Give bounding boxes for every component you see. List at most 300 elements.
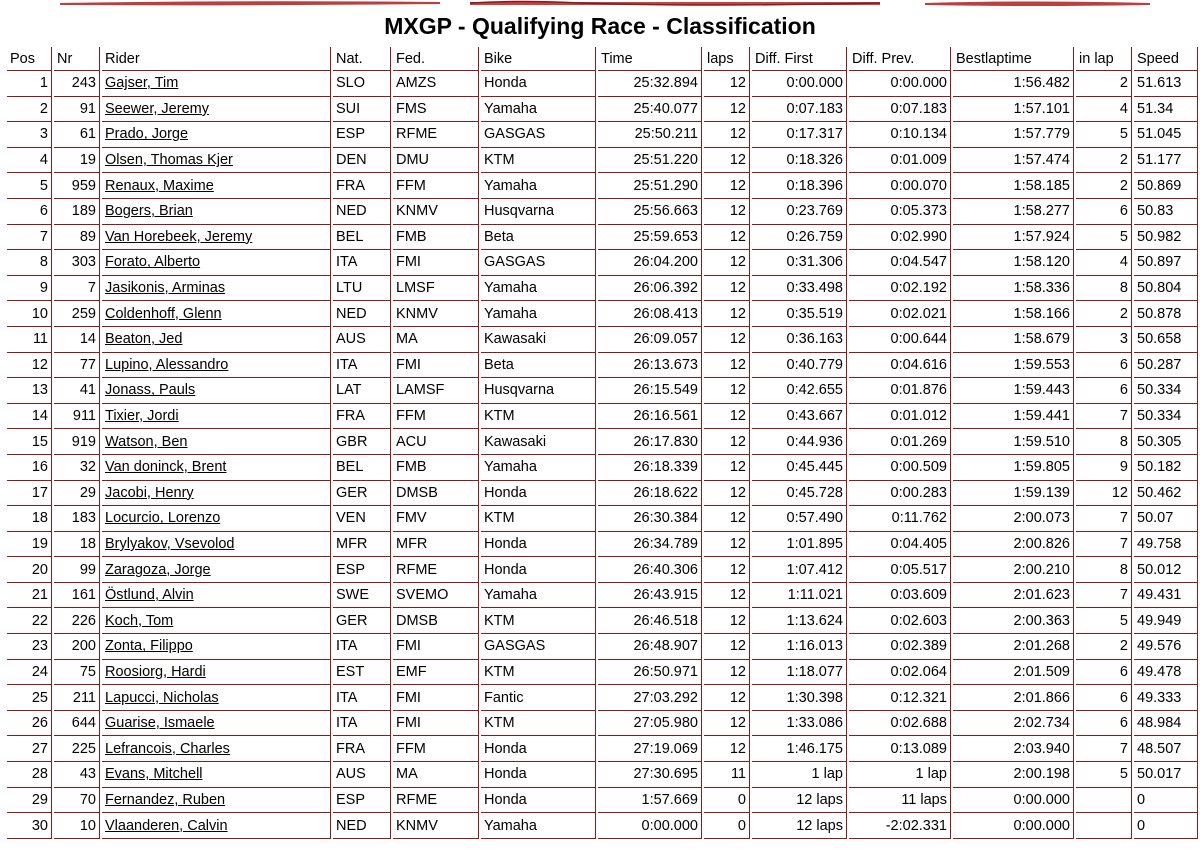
speed-cell: 49.949 — [1134, 608, 1198, 634]
speed-cell: 49.576 — [1134, 634, 1198, 660]
bike-cell: GASGAS — [481, 122, 596, 148]
bike-cell: Honda — [481, 788, 596, 814]
table-row — [7, 736, 1198, 762]
speed-cell: 50.334 — [1134, 404, 1198, 430]
pos-cell: 3 — [7, 122, 52, 148]
laps-cell: 12 — [704, 608, 750, 634]
in-lap-cell: 8 — [1076, 557, 1132, 583]
fed-cell: DMU — [393, 148, 479, 174]
in-lap-cell: 2 — [1076, 148, 1132, 174]
in-lap-cell: 6 — [1076, 685, 1132, 711]
pos-cell: 5 — [7, 173, 52, 199]
laps-cell: 12 — [704, 327, 750, 353]
rider-cell — [102, 301, 331, 327]
nat-cell: ITA — [333, 634, 391, 660]
bike-cell: Kawasaki — [481, 327, 596, 353]
bike-cell: KTM — [481, 711, 596, 737]
in-lap-cell: 7 — [1076, 404, 1132, 430]
bestlaptime-cell: 2:01.623 — [953, 583, 1074, 609]
speed-cell: 48.507 — [1134, 736, 1198, 762]
pos-cell: 28 — [7, 762, 52, 788]
nat-cell: MFR — [333, 532, 391, 558]
speed-cell: 50.462 — [1134, 481, 1198, 507]
diff-prev-cell: 0:04.405 — [849, 532, 951, 558]
rider-link[interactable]: Coldenhoff, Glenn — [105, 305, 222, 322]
diff-prev-cell: 0:11.762 — [849, 506, 951, 532]
speed-cell: 49.431 — [1134, 583, 1198, 609]
rider-cell — [102, 711, 331, 737]
fed-cell: KNMV — [393, 813, 479, 839]
laps-cell: 12 — [704, 301, 750, 327]
rider-link[interactable]: Van Horebeek, Jeremy — [105, 228, 253, 245]
rider-cell — [102, 685, 331, 711]
nat-cell: ITA — [333, 353, 391, 379]
col-speed-header: Speed — [1134, 47, 1198, 71]
table-row — [7, 327, 1198, 353]
bike-cell: Beta — [481, 225, 596, 251]
laps-cell: 12 — [704, 173, 750, 199]
diff-first-cell: 1:33.086 — [752, 711, 847, 737]
speed-cell: 0 — [1134, 788, 1198, 814]
diff-prev-cell: 0:07.183 — [849, 97, 951, 123]
time-cell: 26:15.549 — [598, 378, 702, 404]
speed-cell: 51.045 — [1134, 122, 1198, 148]
time-cell: 26:18.622 — [598, 481, 702, 507]
nr-cell: 75 — [54, 660, 100, 686]
pos-cell: 21 — [7, 583, 52, 609]
rider-link[interactable]: Vlaanderen, Calvin — [105, 817, 228, 834]
diff-prev-cell: 0:00.644 — [849, 327, 951, 353]
laps-cell: 12 — [704, 532, 750, 558]
time-cell: 26:34.789 — [598, 532, 702, 558]
nr-cell: 70 — [54, 788, 100, 814]
pos-cell: 29 — [7, 788, 52, 814]
rider-link[interactable]: Östlund, Alvin — [105, 587, 194, 604]
table-row — [7, 148, 1198, 174]
pos-cell: 10 — [7, 301, 52, 327]
in-lap-cell: 2 — [1076, 173, 1132, 199]
rider-cell — [102, 71, 331, 97]
time-cell: 26:46.518 — [598, 608, 702, 634]
bestlaptime-cell: 1:58.679 — [953, 327, 1074, 353]
bestlaptime-cell: 1:56.482 — [953, 71, 1074, 97]
fed-cell: FMI — [393, 634, 479, 660]
rider-cell — [102, 481, 331, 507]
bestlaptime-cell: 2:00.826 — [953, 532, 1074, 558]
speed-cell: 50.07 — [1134, 506, 1198, 532]
speed-cell: 49.333 — [1134, 685, 1198, 711]
in-lap-cell — [1076, 788, 1132, 814]
bestlaptime-cell: 2:03.940 — [953, 736, 1074, 762]
rider-cell — [102, 225, 331, 251]
col-nr-header: Nr — [54, 47, 100, 71]
diff-prev-cell: 0:02.688 — [849, 711, 951, 737]
time-cell: 26:04.200 — [598, 250, 702, 276]
nat-cell: NED — [333, 301, 391, 327]
bike-cell: Yamaha — [481, 173, 596, 199]
pos-cell: 14 — [7, 404, 52, 430]
laps-cell: 12 — [704, 199, 750, 225]
in-lap-cell: 7 — [1076, 583, 1132, 609]
classification-table — [5, 47, 1200, 839]
laps-cell: 12 — [704, 404, 750, 430]
time-cell: 25:50.211 — [598, 122, 702, 148]
speed-cell: 51.177 — [1134, 148, 1198, 174]
bike-cell: Beta — [481, 353, 596, 379]
diff-first-cell: 0:40.779 — [752, 353, 847, 379]
speed-cell: 50.878 — [1134, 301, 1198, 327]
fed-cell: EMF — [393, 660, 479, 686]
diff-first-cell: 0:31.306 — [752, 250, 847, 276]
rider-cell — [102, 429, 331, 455]
pos-cell: 1 — [7, 71, 52, 97]
bestlaptime-cell: 2:01.866 — [953, 685, 1074, 711]
table-row — [7, 173, 1198, 199]
table-row — [7, 404, 1198, 430]
fed-cell: FMI — [393, 250, 479, 276]
diff-prev-cell: 0:04.547 — [849, 250, 951, 276]
laps-cell: 12 — [704, 148, 750, 174]
bike-cell: Yamaha — [481, 813, 596, 839]
rider-link[interactable]: Renaux, Maxime — [105, 177, 214, 194]
speed-cell: 50.334 — [1134, 378, 1198, 404]
fed-cell: FFM — [393, 404, 479, 430]
pos-cell: 23 — [7, 634, 52, 660]
nat-cell: BEL — [333, 455, 391, 481]
rider-link[interactable]: Jasikonis, Arminas — [105, 280, 226, 297]
table-row — [7, 481, 1198, 507]
fed-cell: LAMSF — [393, 378, 479, 404]
table-row — [7, 532, 1198, 558]
nr-cell: 911 — [54, 404, 100, 430]
in-lap-cell: 12 — [1076, 481, 1132, 507]
bike-cell: KTM — [481, 148, 596, 174]
rider-cell — [102, 506, 331, 532]
nr-cell: 161 — [54, 583, 100, 609]
in-lap-cell: 5 — [1076, 762, 1132, 788]
rider-link[interactable]: Beaton, Jed — [105, 331, 183, 348]
nr-cell: 919 — [54, 429, 100, 455]
bestlaptime-cell: 1:59.139 — [953, 481, 1074, 507]
pos-cell: 6 — [7, 199, 52, 225]
table-header-row — [7, 47, 1198, 71]
laps-cell: 12 — [704, 353, 750, 379]
rider-link[interactable]: Gajser, Tim — [105, 75, 179, 92]
laps-cell: 0 — [704, 788, 750, 814]
col-bike-header: Bike — [481, 47, 596, 71]
nat-cell: ITA — [333, 685, 391, 711]
page-title: MXGP - Qualifying Race - Classification — [384, 13, 816, 39]
nat-cell: BEL — [333, 225, 391, 251]
rider-cell — [102, 276, 331, 302]
col-nat-header: Nat. — [333, 47, 391, 71]
rider-cell — [102, 199, 331, 225]
rider-link[interactable]: Van doninck, Brent — [105, 459, 227, 476]
diff-first-cell: 1:16.013 — [752, 634, 847, 660]
diff-first-cell: 0:26.759 — [752, 225, 847, 251]
table-row — [7, 225, 1198, 251]
laps-cell: 12 — [704, 660, 750, 686]
laps-cell: 12 — [704, 455, 750, 481]
in-lap-cell: 8 — [1076, 429, 1132, 455]
laps-cell: 12 — [704, 97, 750, 123]
fed-cell: DMSB — [393, 608, 479, 634]
table-row — [7, 250, 1198, 276]
nr-cell: 211 — [54, 685, 100, 711]
diff-first-cell: 0:35.519 — [752, 301, 847, 327]
rider-link[interactable]: Zonta, Filippo — [105, 638, 193, 655]
diff-first-cell: 0:43.667 — [752, 404, 847, 430]
table-row — [7, 455, 1198, 481]
rider-link[interactable]: Forato, Alberto — [105, 254, 201, 271]
fed-cell: FMB — [393, 225, 479, 251]
time-cell: 25:32.894 — [598, 71, 702, 97]
nr-cell: 10 — [54, 813, 100, 839]
diff-first-cell: 1:01.895 — [752, 532, 847, 558]
rider-cell — [102, 327, 331, 353]
nr-cell: 644 — [54, 711, 100, 737]
diff-first-cell: 12 laps — [752, 813, 847, 839]
in-lap-cell: 7 — [1076, 532, 1132, 558]
time-cell: 26:18.339 — [598, 455, 702, 481]
rider-cell — [102, 173, 331, 199]
bestlaptime-cell: 0:00.000 — [953, 788, 1074, 814]
diff-first-cell: 0:18.326 — [752, 148, 847, 174]
col-pos-header: Pos — [7, 47, 52, 71]
fed-cell: ACU — [393, 429, 479, 455]
rider-link[interactable]: Brylyakov, Vsevolod — [105, 535, 235, 552]
in-lap-cell: 2 — [1076, 634, 1132, 660]
bike-cell: Honda — [481, 762, 596, 788]
diff-first-cell: 1:11.021 — [752, 583, 847, 609]
table-body — [7, 71, 1198, 839]
time-cell: 27:19.069 — [598, 736, 702, 762]
speed-cell: 49.758 — [1134, 532, 1198, 558]
bike-cell: Yamaha — [481, 97, 596, 123]
laps-cell: 12 — [704, 736, 750, 762]
col-fed-header: Fed. — [393, 47, 479, 71]
bike-cell: Kawasaki — [481, 429, 596, 455]
table-row — [7, 711, 1198, 737]
bestlaptime-cell: 1:57.779 — [953, 122, 1074, 148]
bestlaptime-cell: 2:01.268 — [953, 634, 1074, 660]
time-cell: 26:16.561 — [598, 404, 702, 430]
diff-first-cell: 0:57.490 — [752, 506, 847, 532]
rider-link[interactable]: Olsen, Thomas Kjer — [105, 152, 233, 169]
col-bestlaptime-header: Bestlaptime — [953, 47, 1074, 71]
in-lap-cell: 4 — [1076, 97, 1132, 123]
bike-cell: Honda — [481, 71, 596, 97]
rider-link[interactable]: Jacobi, Henry — [105, 484, 194, 501]
time-cell: 26:30.384 — [598, 506, 702, 532]
diff-prev-cell: 0:12.321 — [849, 685, 951, 711]
nr-cell: 29 — [54, 481, 100, 507]
diff-prev-cell: 0:05.517 — [849, 557, 951, 583]
time-cell: 26:13.673 — [598, 353, 702, 379]
table-row — [7, 608, 1198, 634]
fed-cell: FMI — [393, 685, 479, 711]
rider-cell — [102, 762, 331, 788]
diff-prev-cell: 0:00.070 — [849, 173, 951, 199]
bestlaptime-cell: 1:57.474 — [953, 148, 1074, 174]
pos-cell: 9 — [7, 276, 52, 302]
bestlaptime-cell: 2:00.198 — [953, 762, 1074, 788]
nr-cell: 18 — [54, 532, 100, 558]
rider-link[interactable]: Locurcio, Lorenzo — [105, 510, 221, 527]
in-lap-cell: 7 — [1076, 506, 1132, 532]
nr-cell: 14 — [54, 327, 100, 353]
nat-cell: NED — [333, 199, 391, 225]
fed-cell: LMSF — [393, 276, 479, 302]
speed-cell: 0 — [1134, 813, 1198, 839]
diff-first-cell: 0:17.317 — [752, 122, 847, 148]
rider-link[interactable]: Fernandez, Ruben — [105, 791, 226, 808]
rider-link[interactable]: Zaragoza, Jorge — [105, 561, 211, 578]
laps-cell: 12 — [704, 583, 750, 609]
rider-link[interactable]: Lapucci, Nicholas — [105, 689, 219, 706]
fed-cell: MA — [393, 327, 479, 353]
bike-cell: Yamaha — [481, 276, 596, 302]
nat-cell: GER — [333, 481, 391, 507]
table-row — [7, 429, 1198, 455]
pos-cell: 25 — [7, 685, 52, 711]
diff-prev-cell: 0:00.283 — [849, 481, 951, 507]
nr-cell: 43 — [54, 762, 100, 788]
bike-cell: Fantic — [481, 685, 596, 711]
col-laps-header: laps — [704, 47, 750, 71]
rider-link[interactable]: Bogers, Brian — [105, 203, 193, 220]
speed-cell: 51.34 — [1134, 97, 1198, 123]
nat-cell: AUS — [333, 762, 391, 788]
pos-cell: 20 — [7, 557, 52, 583]
rider-cell — [102, 583, 331, 609]
rider-cell — [102, 122, 331, 148]
diff-first-cell: 1:07.412 — [752, 557, 847, 583]
time-cell: 27:03.292 — [598, 685, 702, 711]
rider-cell — [102, 455, 331, 481]
rider-link[interactable]: Lefrancois, Charles — [105, 740, 230, 757]
table-row — [7, 71, 1198, 97]
diff-prev-cell: 0:01.012 — [849, 404, 951, 430]
fed-cell: RFME — [393, 557, 479, 583]
speed-cell: 50.012 — [1134, 557, 1198, 583]
nat-cell: FRA — [333, 404, 391, 430]
col-in-lap-header: in lap — [1076, 47, 1132, 71]
bike-cell: GASGAS — [481, 250, 596, 276]
pos-cell: 2 — [7, 97, 52, 123]
nr-cell: 7 — [54, 276, 100, 302]
fed-cell: FFM — [393, 736, 479, 762]
diff-first-cell: 1:30.398 — [752, 685, 847, 711]
rider-link[interactable]: Koch, Tom — [105, 612, 174, 629]
rider-link[interactable]: Prado, Jorge — [105, 126, 189, 143]
nr-cell: 226 — [54, 608, 100, 634]
nat-cell: ITA — [333, 711, 391, 737]
speed-cell: 48.984 — [1134, 711, 1198, 737]
time-cell: 25:51.220 — [598, 148, 702, 174]
time-cell: 0:00.000 — [598, 813, 702, 839]
time-cell: 26:48.907 — [598, 634, 702, 660]
fed-cell: RFME — [393, 788, 479, 814]
laps-cell: 12 — [704, 481, 750, 507]
diff-prev-cell: 0:10.134 — [849, 122, 951, 148]
bike-cell: GASGAS — [481, 634, 596, 660]
rider-link[interactable]: Jonass, Pauls — [105, 382, 196, 399]
nat-cell: GER — [333, 608, 391, 634]
nr-cell: 200 — [54, 634, 100, 660]
diff-first-cell: 1 lap — [752, 762, 847, 788]
laps-cell: 12 — [704, 685, 750, 711]
table-row — [7, 685, 1198, 711]
time-cell: 25:56.663 — [598, 199, 702, 225]
pos-cell: 22 — [7, 608, 52, 634]
bike-cell: Honda — [481, 557, 596, 583]
nr-cell: 91 — [54, 97, 100, 123]
pos-cell: 24 — [7, 660, 52, 686]
bestlaptime-cell: 1:59.443 — [953, 378, 1074, 404]
diff-prev-cell: 0:00.000 — [849, 71, 951, 97]
table-row — [7, 634, 1198, 660]
rider-link[interactable]: Evans, Mitchell — [105, 766, 203, 783]
rider-cell — [102, 608, 331, 634]
laps-cell: 12 — [704, 71, 750, 97]
nat-cell: EST — [333, 660, 391, 686]
bike-cell: Yamaha — [481, 455, 596, 481]
laps-cell: 12 — [704, 122, 750, 148]
diff-prev-cell: 0:13.089 — [849, 736, 951, 762]
speed-cell: 50.982 — [1134, 225, 1198, 251]
rider-link[interactable]: Guarise, Ismaele — [105, 715, 215, 732]
speed-cell: 50.287 — [1134, 353, 1198, 379]
rider-cell — [102, 557, 331, 583]
speed-cell: 50.305 — [1134, 429, 1198, 455]
speed-cell: 51.613 — [1134, 71, 1198, 97]
fed-cell: RFME — [393, 122, 479, 148]
fed-cell: FFM — [393, 173, 479, 199]
pos-cell: 13 — [7, 378, 52, 404]
diff-prev-cell: 0:04.616 — [849, 353, 951, 379]
table-row — [7, 762, 1198, 788]
diff-prev-cell: 0:05.373 — [849, 199, 951, 225]
rider-cell — [102, 250, 331, 276]
in-lap-cell: 6 — [1076, 199, 1132, 225]
time-cell: 27:30.695 — [598, 762, 702, 788]
bestlaptime-cell: 1:59.441 — [953, 404, 1074, 430]
time-cell: 26:17.830 — [598, 429, 702, 455]
table-row — [7, 301, 1198, 327]
bestlaptime-cell: 1:58.185 — [953, 173, 1074, 199]
diff-prev-cell: 0:02.064 — [849, 660, 951, 686]
bike-cell: Husqvarna — [481, 199, 596, 225]
speed-cell: 50.83 — [1134, 199, 1198, 225]
rider-link[interactable]: Lupino, Alessandro — [105, 356, 229, 373]
bestlaptime-cell: 2:01.509 — [953, 660, 1074, 686]
nr-cell: 19 — [54, 148, 100, 174]
rider-cell — [102, 813, 331, 839]
rider-link[interactable]: Roosiorg, Hardi — [105, 663, 206, 680]
bestlaptime-cell: 1:58.277 — [953, 199, 1074, 225]
in-lap-cell: 7 — [1076, 736, 1132, 762]
time-cell: 26:40.306 — [598, 557, 702, 583]
speed-cell: 50.804 — [1134, 276, 1198, 302]
time-cell: 26:08.413 — [598, 301, 702, 327]
nat-cell: GBR — [333, 429, 391, 455]
nat-cell: VEN — [333, 506, 391, 532]
rider-link[interactable]: Seewer, Jeremy — [105, 100, 209, 117]
rider-link[interactable]: Watson, Ben — [105, 433, 188, 450]
rider-cell — [102, 736, 331, 762]
rider-link[interactable]: Tixier, Jordi — [105, 408, 179, 425]
